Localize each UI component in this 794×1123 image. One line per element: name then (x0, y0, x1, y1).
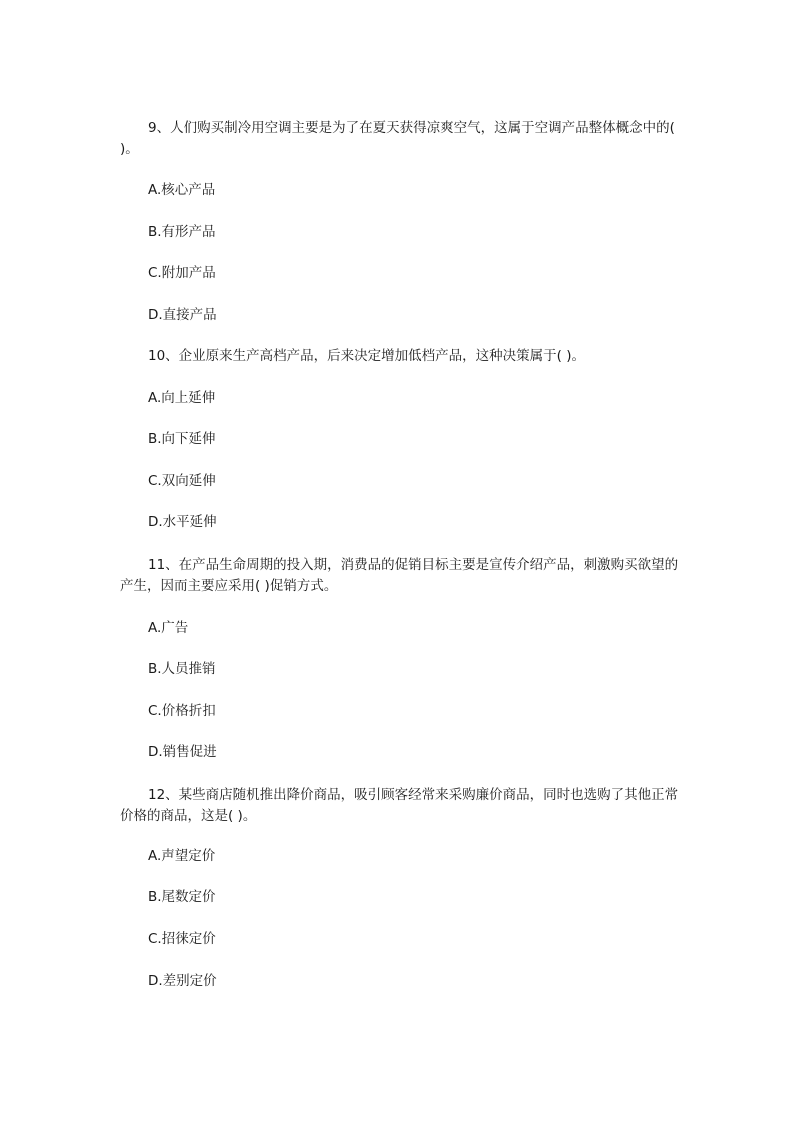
question-11-option-a: A.广告 (148, 620, 189, 636)
question-11-option-b: B.人员推销 (148, 661, 216, 677)
question-10-option-d: D.水平延伸 (148, 514, 217, 530)
question-12-option-b: B.尾数定价 (148, 889, 216, 905)
question-11-option-d: D.销售促进 (148, 744, 217, 760)
question-12-option-c: C.招徕定价 (148, 931, 216, 947)
question-12-option-a: A.声望定价 (148, 848, 216, 864)
question-9-stem: 9、人们购买制冷用空调主要是为了在夏天获得凉爽空气，这属于空调产品整体概念中的( )。 (120, 120, 675, 157)
question-9-option-b: B.有形产品 (148, 224, 216, 240)
question-10-option-a: A.向上延伸 (148, 390, 216, 406)
question-10-option-c: C.双向延伸 (148, 473, 216, 489)
question-12-option-d: D.差别定价 (148, 973, 217, 989)
question-9-option-c: C.附加产品 (148, 265, 216, 281)
question-11-stem: 11、在产品生命周期的投入期，消费品的促销目标主要是宣传介绍产品，刺激购买欲望的产生，因而主要应采用( )促销方式。 (120, 557, 679, 594)
question-9-option-a: A.核心产品 (148, 182, 216, 198)
question-9-option-d: D.直接产品 (148, 307, 217, 323)
question-11-option-c: C.价格折扣 (148, 703, 216, 719)
question-12-stem: 12、某些商店随机推出降价商品，吸引顾客经常来采购廉价商品，同时也选购了其他正常价格的商品，这是( )。 (120, 787, 679, 824)
question-10-stem: 10、企业原来生产高档产品，后来决定增加低档产品，这种决策属于( )。 (148, 348, 586, 364)
question-10-option-b: B.向下延伸 (148, 431, 216, 447)
